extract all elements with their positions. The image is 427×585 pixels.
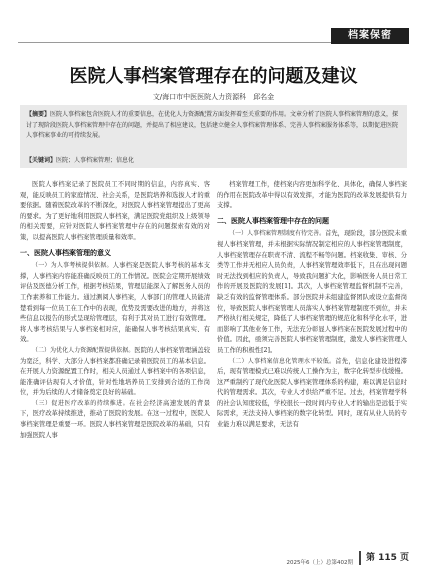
- keywords-label: 【关键词】: [26, 157, 57, 164]
- section-heading: 二、医院人事档案管理中存在的问题: [217, 216, 329, 225]
- paragraph: 档案管理工作，使档案内容更加科学化、具体化，确保人事档案的作用在医院改革中得以有效发挥，才能为医院的改革发展提供有力支撑。: [217, 181, 407, 210]
- article-author: 文/海口市中医医院人力资源科 邱名金: [152, 93, 275, 101]
- paragraph-text: 在社会经济高速发展的背景下，医疗改革持续推进，推动了医院的发展。在这一过程中，医院人事档案管理是重要一环。医院人事档案管理是医院改革的基础，只有加强医院人事: [20, 399, 210, 439]
- subheading: （一）人事档案管理制度有待完善。: [229, 230, 326, 238]
- abstract-label: 【摘要】: [26, 111, 51, 118]
- keywords-text: 医院；人事档案管理；信息化: [56, 157, 135, 164]
- paragraph-text: 医院的人事档案管理涵盖较为宽泛，科学、大部分人事档案都准确记录着医院员工的基本信息。在开展人力资源配置工作时，相关人员通过人事档案中的各项信息，能准确评估现有人才价值，针对性地培养员工安排到合适的工作岗位，并为后续的人才储备奠定良好的基础。: [20, 346, 210, 397]
- left-column: [20, 180, 210, 441]
- abstract-text: 医院人事档案包含医院人才的重要信息，在优化人力资源配置方面发挥着至关重要的作用。文章分析了医院人事档案管理的意义，探讨了现阶段医院人事档案管理中存在的问题，并提出了相应建议，包括建立健全人事档案管理体系、完善人事档案服务体系等，以期促进医院人事档案事业的可持续发展。: [26, 111, 399, 139]
- issue-info: 2025年6（上）总第402期: [286, 560, 353, 566]
- paragraph-text: 首先，信息化建设进程滞后，现有管理模式已难以传统人工操作为主，数字化转型步伐缓慢。这严重制约了现代化医院人事档案管理体系的构建，难以满足信息时代的管理需求。其次，专业人才供给严重不足。过去，档案管理学科的社会认知度较低，学校很长一段时间内专业人才的输出是远低于实际需求，无法支持人事档案的数字化转型。同时，现有从业人员的专业能力难以满足要求，无法有: [217, 357, 407, 429]
- paragraph: 医院人事档案记录了医院员工不同时期的信息，内容真实、客观，能反映员工的家庭情况、社会关系，是医院培养和选拔人才的重要依据。随着医院改革的不断深化，对医院人事档案管理提出了更高的要求。为了更好地利用医院人事档案，满足医院党组织及上级领导的相关需要，应针对医院人事档案管理中存在的问题探索有效的对策，以提高医院人事档案管理质量和效率。: [20, 181, 210, 241]
- paragraph-text: 首先，现阶段，部分医院未重视人事档案管理，并未根据实际情况制定相应的人事档案管理制度，人事档案管理存在职责不清、流程不畅等问题。档案收集、审核、分类等工作并无相应人员负责，人事档案管理效率低下，且在出现问题时无法找到相应的负责人，导致我问题扩大化，影响医务人员日常工作的开展及医院的发展[1]。其次，人事档案管理监督机制不完善，缺乏有效的监督管理体系。部分医院并未组建监督团队或设立监督岗位，导致医院人事档案管理人员落实人事档案管理制度不到位，并未严格执行相关规定，降低了人事档案管理的规范化和科学化水平，进而影响了其他业务工作，无法充分彰显人事档案在医院发展过程中的价值。因此，亟须完善医院人事档案管理制度，激发人事档案管理人员工作的积极性[2]。: [217, 230, 407, 354]
- paragraph: [20, 261, 210, 346]
- subheading: （二）人事档案信息化管理水平较低。: [229, 357, 336, 365]
- section-heading: 一、医院人事档案管理的意义: [20, 248, 111, 257]
- paragraph: [217, 229, 407, 356]
- paragraph: [217, 357, 407, 431]
- paragraph-text: 人事档案是医院人事考核的基本支撑，人事档案内容能准确反映员工的工作情况。医院会定期开展绩效评估及医德分析工作，根据考核结果，管理层能深入了解医务人员的工作素养和工作能力。通过测阅人事档案，人事部门的管理人员能清楚看到每一位员工在工作中的表现，优势及需要改进的地方，并将这些信息以报告的形式呈现给管理层，有利于其对员工进行有效管理。将人事考核结果与人事档案相对应，能确保人事考核结果真实、有效。: [20, 262, 210, 344]
- section-tag: 档案保密: [331, 28, 409, 44]
- subheading: （二）为优化人力资源配置提供依据。: [32, 346, 135, 354]
- keywords: [26, 155, 134, 164]
- subheading: （一）为人事考核提供依据。: [32, 262, 113, 270]
- right-column: [217, 180, 407, 431]
- subheading: （三）促进医疗改革的持续推进。: [32, 399, 130, 407]
- article-title: 医院人事档案管理存在的问题及建议: [69, 66, 358, 87]
- page-number: 第 115 页: [359, 551, 409, 565]
- paragraph: [20, 346, 210, 399]
- paragraph: [20, 399, 210, 441]
